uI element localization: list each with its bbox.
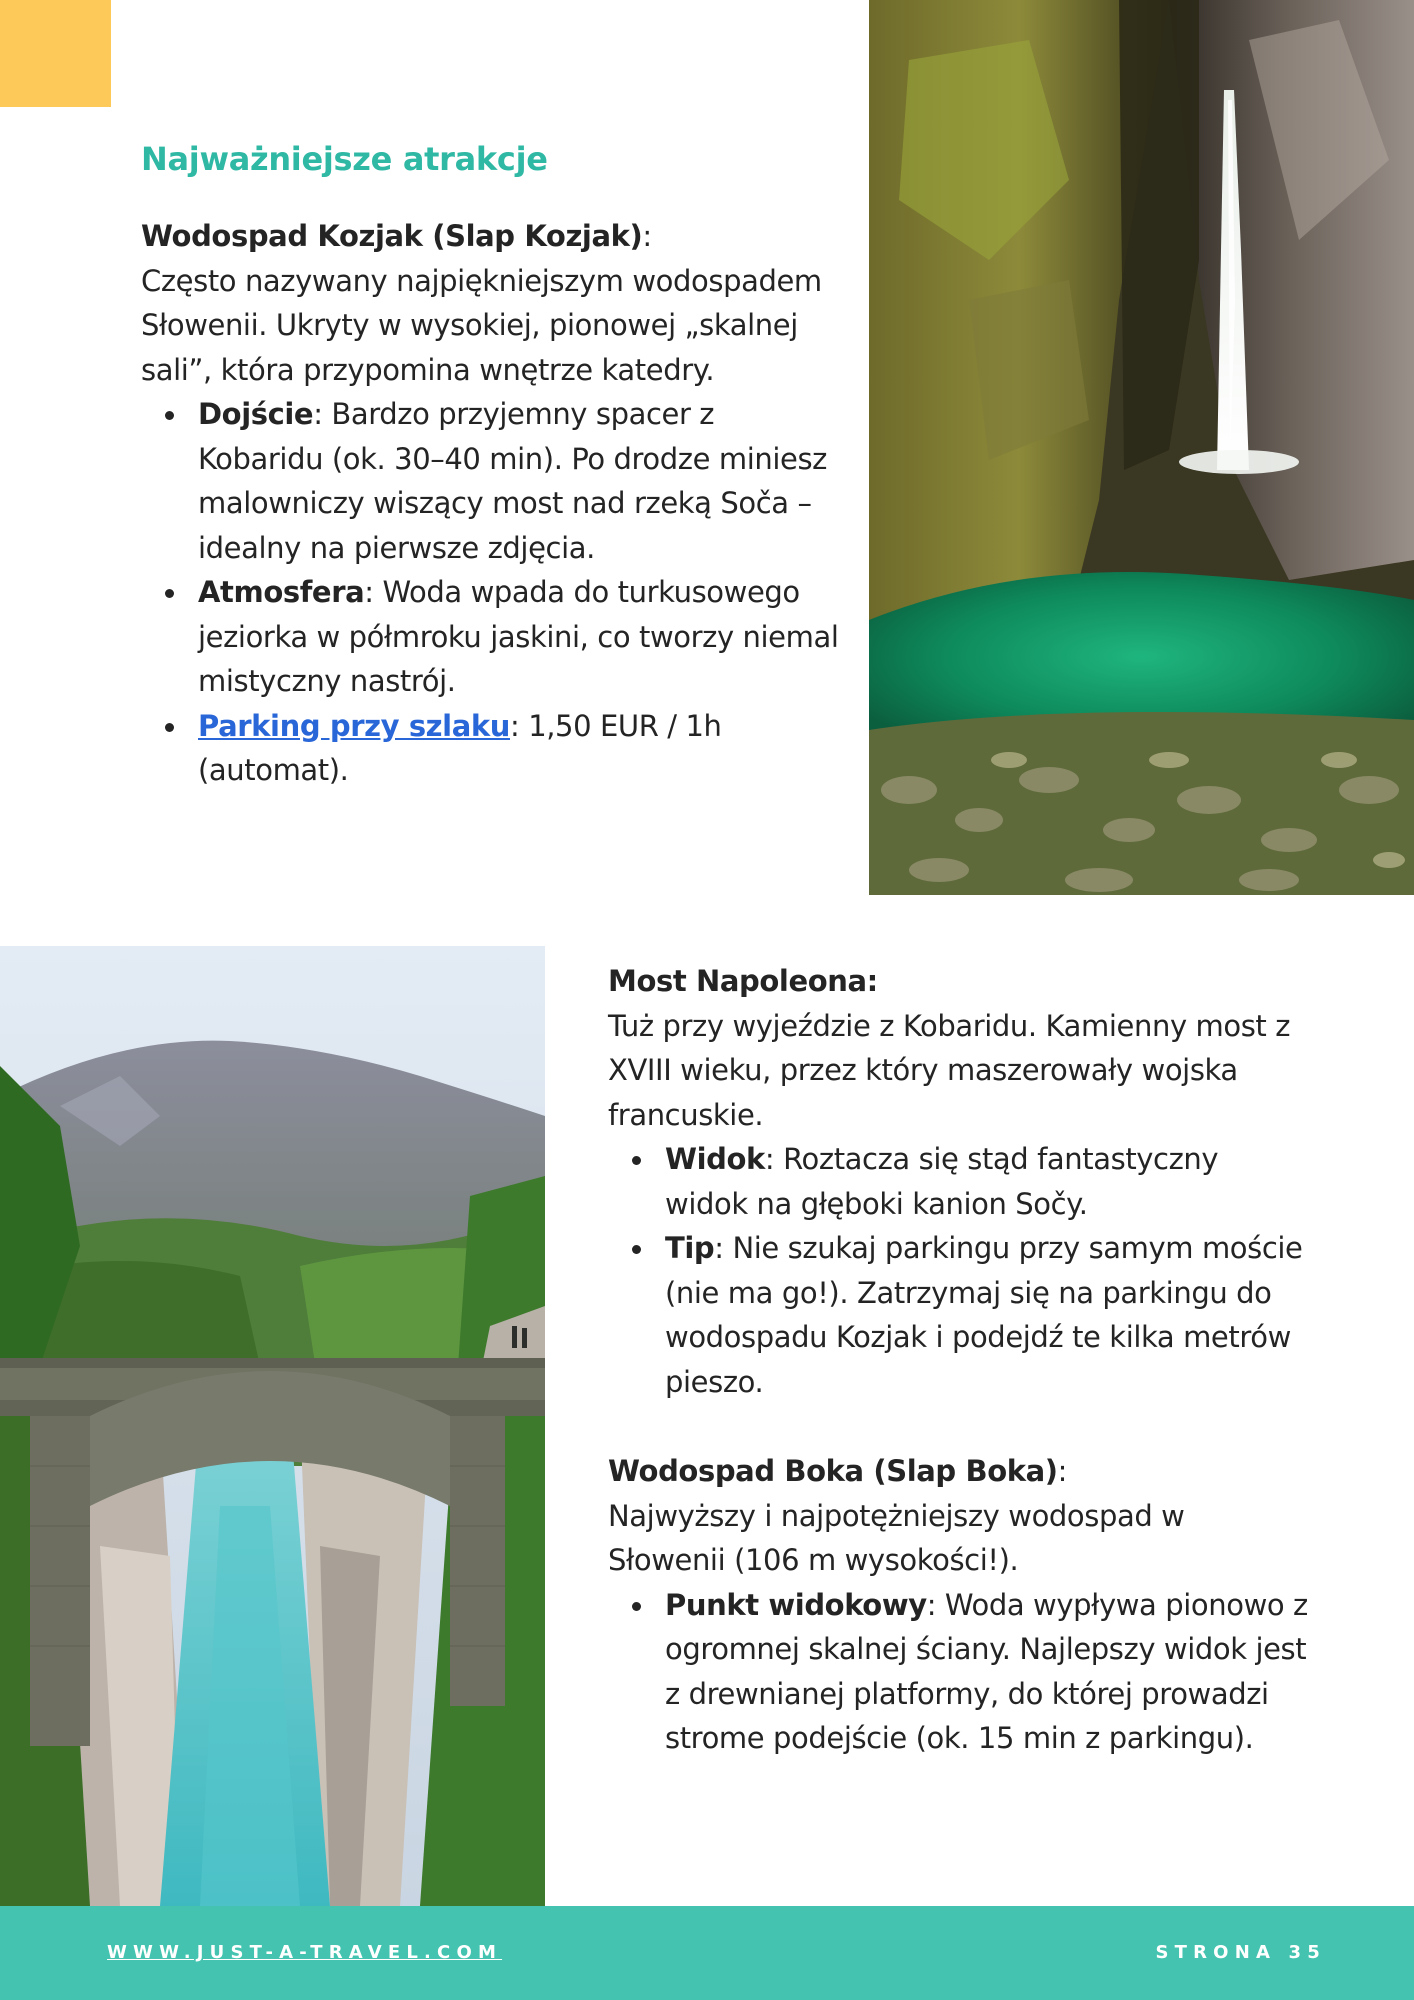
list-item [198, 392, 841, 570]
napoleon-title: Most Napoleona: [608, 964, 878, 998]
napoleon-boka-section [608, 959, 1308, 1761]
list-item [198, 570, 841, 704]
kozjak-title-colon: : [642, 219, 652, 253]
napoleon-bridge-photo [0, 946, 545, 1906]
section-spacer [608, 1404, 1308, 1449]
napoleon-intro: Tuż przy wyjeździe z Kobaridu. Kamienny most z XVIII wieku, przez który maszerowały wojska francuskie. [608, 1008, 1291, 1132]
list-item [665, 1226, 1308, 1404]
website-link[interactable]: WWW.JUST-A-TRAVEL.COM [107, 1942, 503, 1963]
list-item-label: Dojście [198, 397, 314, 431]
list-item-label: Tip [665, 1231, 715, 1265]
list-item-label: Atmosfera [198, 575, 365, 609]
list-item-text: : Roztacza się stąd fantastyczny widok na głęboki kanion Sočy. [665, 1142, 1219, 1221]
kozjak-waterfall-illustration [869, 0, 1414, 895]
boka-title-colon: : [1057, 1454, 1067, 1488]
list-item-text: : Bardzo przyjemny spacer z Kobaridu (ok. 30–40 min). Po drodze miniesz malowniczy wiszący most nad rzeką Soča – idealny na pierwsze zdjęcia. [198, 397, 827, 565]
corner-accent-block [0, 0, 111, 107]
boka-title-line [608, 1449, 1308, 1494]
page-number: STRONA 35 [1155, 1942, 1326, 1963]
napoleon-list [608, 1137, 1308, 1404]
kozjak-waterfall-photo [869, 0, 1414, 895]
list-item-text: : Woda wpada do turkusowego jeziorka w półmroku jaskini, co tworzy niemal mistyczny nastrój. [198, 575, 839, 698]
boka-title: Wodospad Boka (Slap Boka) [608, 1454, 1058, 1488]
list-item [665, 1583, 1308, 1761]
kozjak-title: Wodospad Kozjak (Slap Kozjak) [141, 219, 643, 253]
parking-link[interactable]: Parking przy szlaku [198, 708, 510, 743]
page-footer [0, 1906, 1414, 2000]
section-heading: Najważniejsze atrakcje [141, 140, 548, 178]
kozjak-title-line [141, 214, 841, 259]
list-item [665, 1137, 1308, 1226]
list-item-text: : Woda wypływa pionowo z ogromnej skalnej ściany. Najlepszy widok jest z drewnianej platformy, do której prowadzi strome podejście (ok. 15 min z parkingu). [665, 1587, 1308, 1755]
napoleon-bridge-illustration [0, 946, 545, 1906]
list-item-label: Widok [665, 1142, 765, 1176]
list-item-text: : Nie szukaj parkingu przy samym moście (nie ma go!). Zatrzymaj się na parkingu do wodospadu Kozjak i podejdź te kilka metrów pieszo. [665, 1231, 1303, 1399]
list-item [198, 704, 841, 793]
boka-list [608, 1583, 1308, 1761]
boka-intro: Najwyższy i najpotężniejszy wodospad w Słowenii (106 m wysokości!). [608, 1498, 1185, 1577]
list-item-label: Punkt widokowy [665, 1587, 927, 1622]
kozjak-list [141, 392, 841, 793]
list-item-text: : 1,50 EUR / 1h (automat). [198, 708, 722, 787]
kozjak-intro: Często nazywany najpiękniejszym wodospadem Słowenii. Ukryty w wysokiej, pionowej „skalnej sali”, która przypomina wnętrze katedry. [141, 263, 822, 387]
kozjak-section [141, 214, 841, 793]
